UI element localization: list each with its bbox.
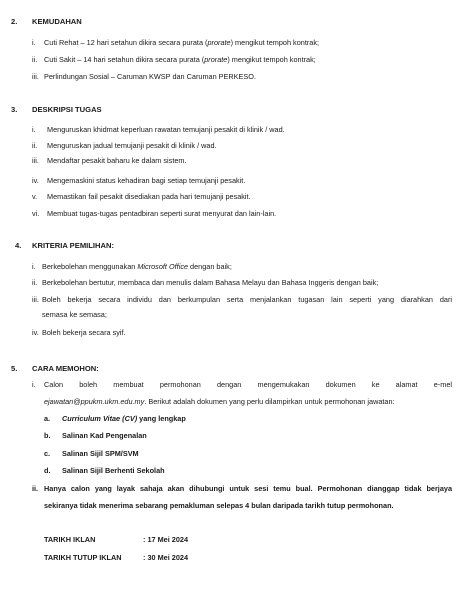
section-heading: KRITERIA PEMILIHAN:	[32, 241, 114, 250]
section-number: 3.	[11, 105, 18, 114]
email-address: ejawatan@ppukm.ukm.edu.my	[44, 397, 145, 406]
section-heading: KEMUDAHAN	[32, 17, 82, 26]
tarikh-iklan-value: : 17 Mei 2024	[143, 535, 189, 544]
section-number: 5.	[11, 364, 18, 373]
list-item-continuation: sekiranya tidak menerima sebarang pemakluman selepas 4 bulan daripada tarikh tutup permohonan.	[44, 501, 394, 510]
tarikh-tutup-value: : 30 Mei 2024	[143, 553, 189, 562]
section-heading: DESKRIPSI TUGAS	[32, 105, 102, 114]
section-title-deskripsi-tugas	[11, 105, 102, 115]
list-item-continuation: ejawatan@ppukm.ukm.edu.my. Berikut adalah dokumen yang perlu dilampirkan untuk permohonan jawatan:	[44, 397, 395, 406]
section-heading: CARA MEMOHON:	[32, 364, 99, 373]
section-title-kriteria-pemilihan	[15, 241, 114, 251]
section-title-kemudahan	[11, 17, 82, 27]
section-number: 2.	[11, 17, 18, 26]
list-item-continuation: semasa ke semasa;	[42, 310, 107, 319]
section-title-cara-memohon	[11, 364, 99, 374]
tarikh-iklan-label: TARIKH IKLAN	[44, 535, 96, 544]
section-number: 4.	[15, 241, 22, 250]
tarikh-tutup-label: TARIKH TUTUP IKLAN	[44, 553, 122, 562]
